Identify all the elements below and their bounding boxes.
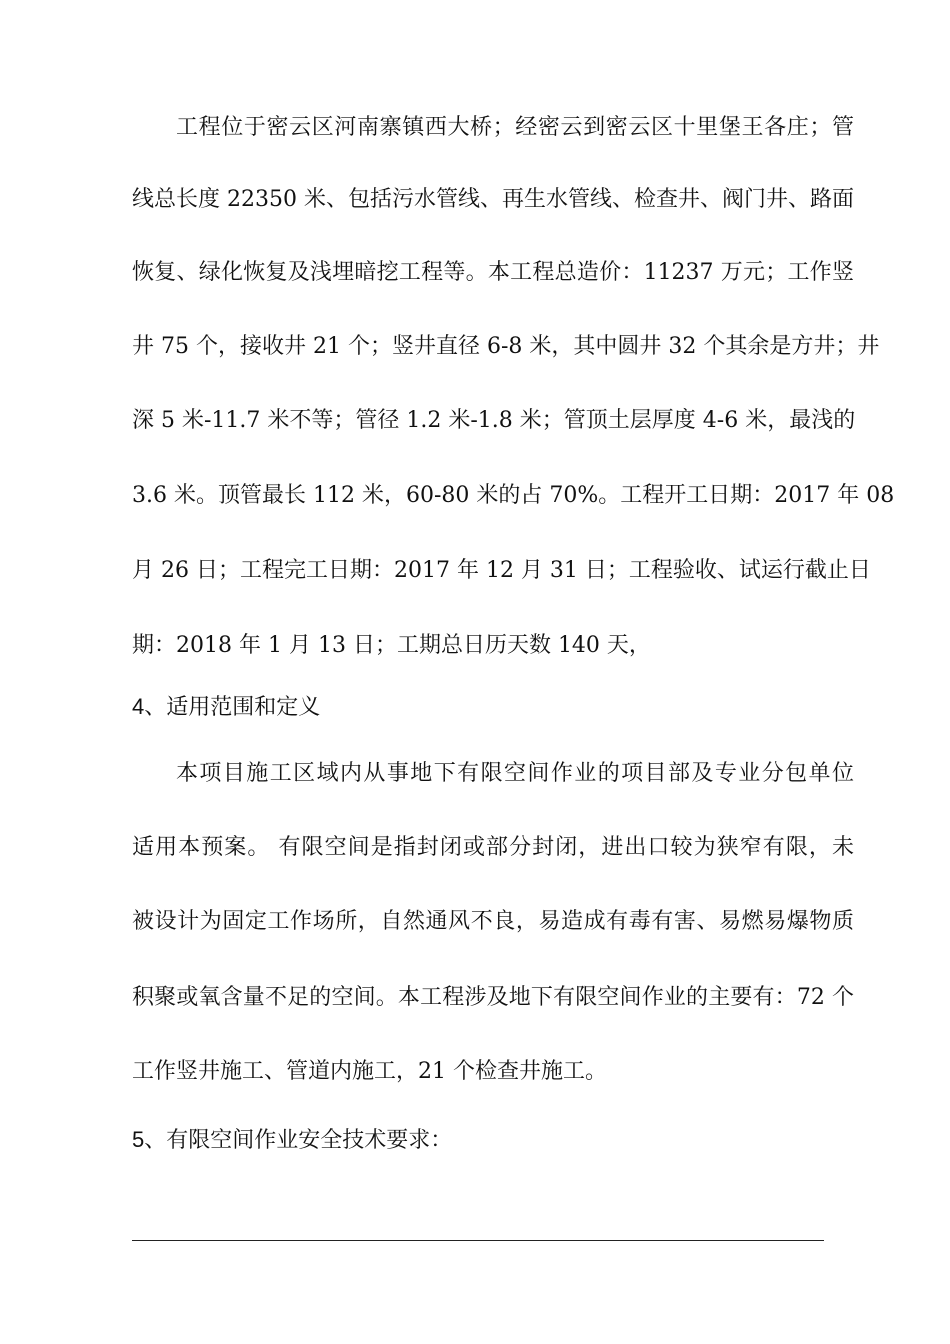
paragraph-line: 工作竖井施工、管道内施工，21 个检查井施工。 <box>132 1059 607 1084</box>
paragraph-line: 被设计为固定工作场所，自然通风不良，易造成有毒有害、易燃易爆物质 <box>132 909 854 934</box>
paragraph-line: 线总长度 22350 米、包括污水管线、再生水管线、检查井、阀门井、路面 <box>132 187 854 212</box>
paragraph-line: 期：2018 年 1 月 13 日；工期总日历天数 140 天， <box>132 633 651 658</box>
paragraph-line: 3.6 米。顶管最长 112 米，60-80 米的占 70%。工程开工日期：2017 年 08 <box>132 483 895 508</box>
paragraph-line: 本项目施工区域内从事地下有限空间作业的项目部及专业分包单位 <box>176 761 854 786</box>
paragraph-line: 恢复、绿化恢复及浅埋暗挖工程等。本工程总造价：11237 万元；工作竖 <box>132 260 854 285</box>
paragraph-line: 适用本预案。 有限空间是指封闭或部分封闭，进出口较为狭窄有限，未 <box>132 835 854 860</box>
section-heading-5: 5、有限空间作业安全技术要求： <box>132 1127 453 1152</box>
paragraph-line: 井 75 个，接收井 21 个；竖井直径 6-8 米，其中圆井 32 个其余是方井；井 <box>132 334 880 359</box>
paragraph-line: 月 26 日；工程完工日期：2017 年 12 月 31 日；工程验收、试运行截止日 <box>132 558 871 583</box>
section-heading-4: 4、适用范围和定义 <box>132 694 321 719</box>
paragraph-line: 工程位于密云区河南寨镇西大桥；经密云到密云区十里堡王各庄；管 <box>176 115 854 140</box>
footer-divider <box>132 1240 824 1241</box>
paragraph-line: 深 5 米-11.7 米不等；管径 1.2 米-1.8 米；管顶土层厚度 4-6 米，最浅的 <box>132 408 856 433</box>
paragraph-line: 积聚或氧含量不足的空间。本工程涉及地下有限空间作业的主要有：72 个 <box>132 985 854 1010</box>
